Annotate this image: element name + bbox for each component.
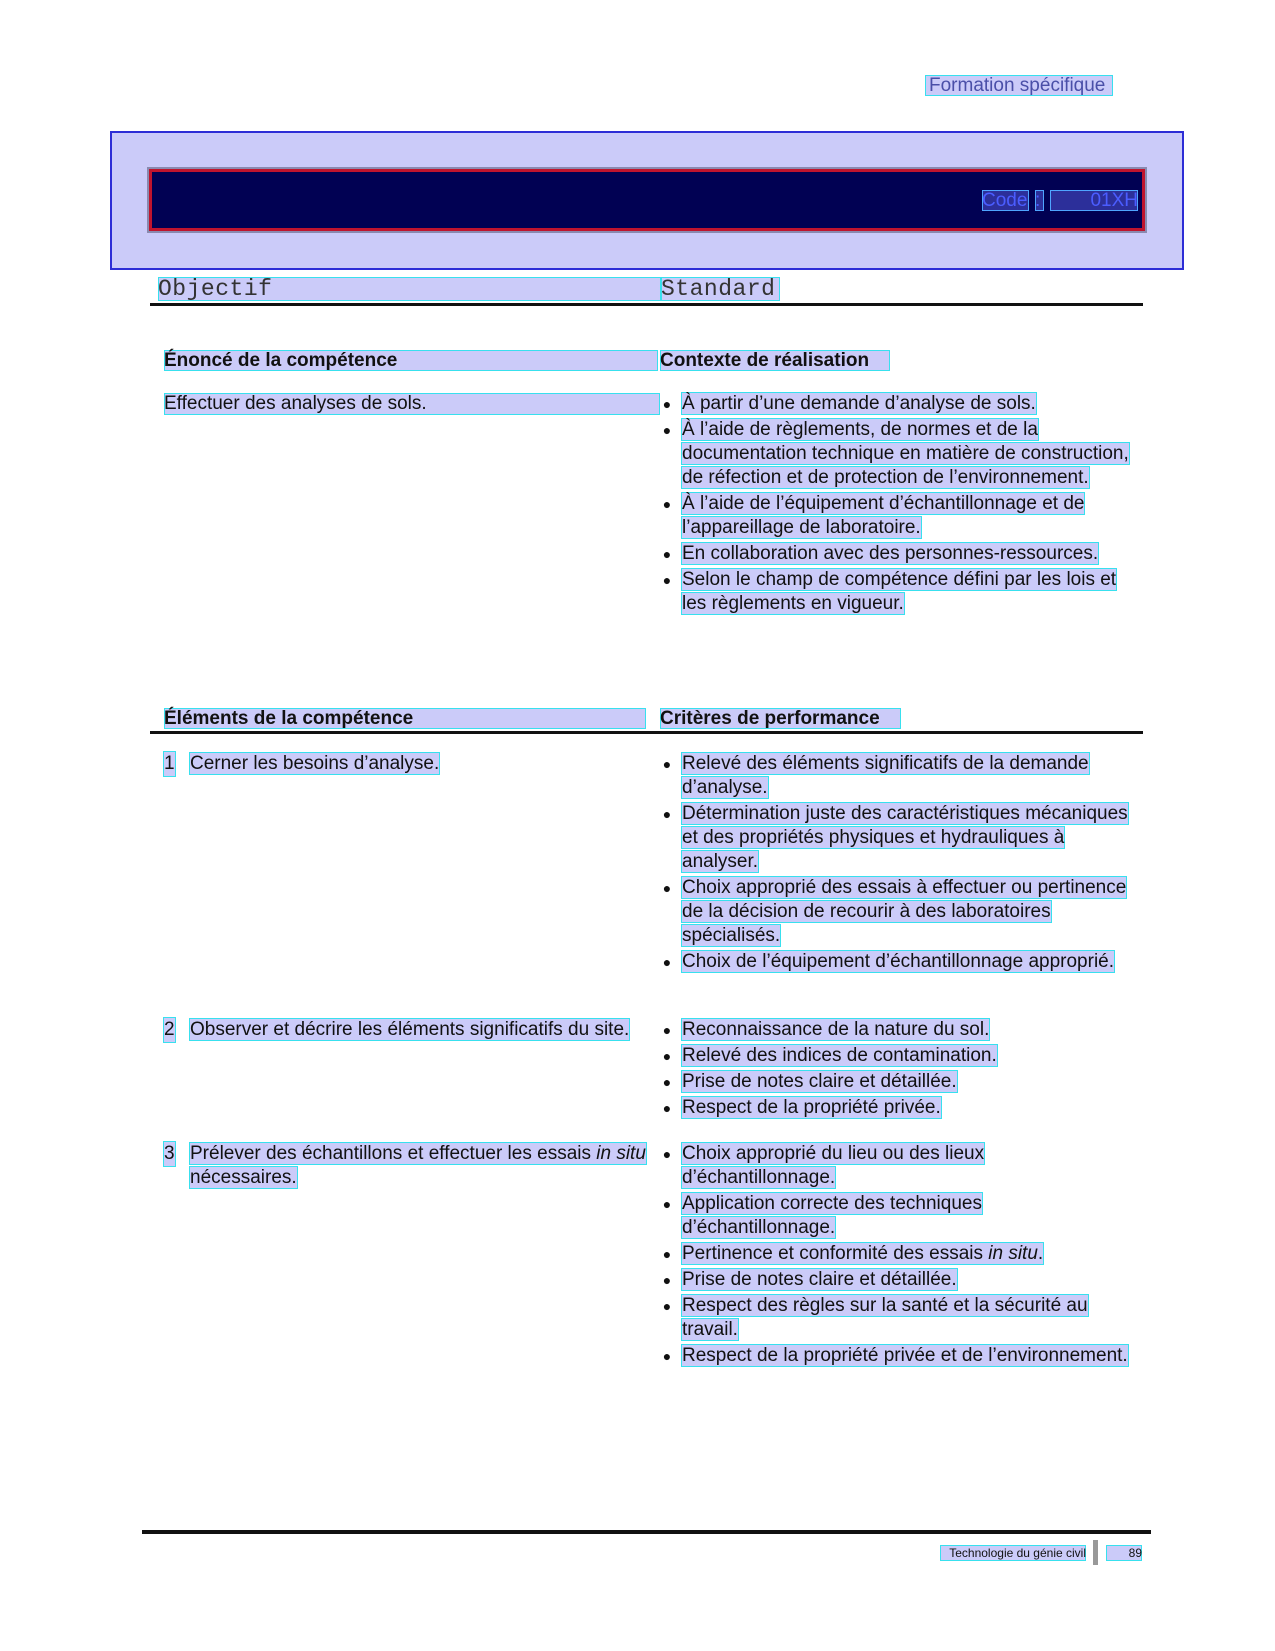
code-value: 01XH [1050, 190, 1138, 211]
list-item: ● À l’aide de l’équipement d’échantillonnage et de l’appareillage de laboratoire. [660, 492, 1140, 540]
bullet-icon: ● [662, 1298, 672, 1314]
list-item: ● Prise de notes claire et détaillée. [660, 1268, 1140, 1292]
list-item: ● Choix de l’équipement d’échantillonnage approprié. [660, 950, 1140, 974]
code-label: Code [982, 190, 1028, 211]
elements-title: Éléments de la compétence [164, 708, 646, 729]
enonce-title: Énoncé de la compétence [164, 350, 658, 371]
list-item: ● Relevé des indices de contamination. [660, 1044, 1140, 1068]
footer-rule [142, 1530, 1151, 1534]
list-item: ● Application correcte des techniques d’échantillonnage. [660, 1192, 1140, 1240]
divider [150, 303, 1143, 306]
objectif-heading: Objectif [158, 277, 661, 301]
bullet-icon: ● [662, 546, 672, 562]
section-label: Formation spécifique [925, 75, 1113, 96]
bullet-icon: ● [662, 1348, 672, 1364]
list-item: ● Relevé des éléments significatifs de la demande d’analyse. [660, 752, 1140, 800]
bullet-icon: ● [662, 1272, 672, 1288]
page-number: 89 [1106, 1545, 1142, 1561]
list-item: ● Reconnaissance de la nature du sol. [660, 1018, 1140, 1042]
list-item: ● À partir d’une demande d’analyse de sols. [660, 392, 1140, 416]
bullet-icon: ● [662, 1074, 672, 1090]
bullet-icon: ● [662, 806, 672, 822]
element-3: 3 Prélever des échantillons et effectuer les essais in situ nécessaires. [164, 1143, 646, 1188]
element-2: 2 Observer et décrire les éléments significatifs du site. [164, 1019, 630, 1040]
enonce-text: Effectuer des analyses de sols. [164, 393, 660, 415]
criteres-title: Critères de performance [660, 708, 901, 729]
bullet-icon: ● [662, 572, 672, 588]
list-item: ● Respect des règles sur la santé et la sécurité au travail. [660, 1294, 1140, 1342]
standard-heading: Standard [661, 277, 780, 301]
list-item: ● Choix approprié du lieu ou des lieux d’échantillonnage. [660, 1142, 1140, 1190]
bullet-icon: ● [662, 422, 672, 438]
bullet-icon: ● [662, 756, 672, 772]
contexte-title: Contexte de réalisation [660, 350, 890, 371]
footer-separator [1093, 1540, 1098, 1565]
list-item: ● Respect de la propriété privée. [660, 1096, 1140, 1120]
contexte-list [660, 392, 1140, 618]
bullet-icon: ● [662, 496, 672, 512]
footer-label: Technologie du génie civil [940, 1545, 1086, 1561]
bullet-icon: ● [662, 1100, 672, 1116]
code-separator: : [1035, 190, 1044, 211]
criteria-list-3 [660, 1142, 1140, 1370]
list-item: ● Pertinence et conformité des essais in situ. [660, 1242, 1140, 1266]
criteria-list-2 [660, 1018, 1140, 1122]
list-item: ● À l’aide de règlements, de normes et de la documentation technique en matière de construction, de réfection et de protection de l’environnement. [660, 418, 1140, 490]
list-item: ● Selon le champ de compétence défini par les lois et les règlements en vigueur. [660, 568, 1140, 616]
bullet-icon: ● [662, 1048, 672, 1064]
bullet-icon: ● [662, 396, 672, 412]
bullet-icon: ● [662, 1022, 672, 1038]
bullet-icon: ● [662, 1246, 672, 1262]
list-item: ● Choix approprié des essais à effectuer ou pertinence de la décision de recourir à des laboratoires spécialisés. [660, 876, 1140, 948]
list-item: ● Détermination juste des caractéristiques mécaniques et des propriétés physiques et hydrauliques à analyser. [660, 802, 1140, 874]
divider [150, 731, 1143, 734]
list-item: ● Prise de notes claire et détaillée. [660, 1070, 1140, 1094]
element-1: 1 Cerner les besoins d’analyse. [164, 753, 440, 774]
bullet-icon: ● [662, 880, 672, 896]
bullet-icon: ● [662, 1196, 672, 1212]
bullet-icon: ● [662, 1146, 672, 1162]
list-item: ● Respect de la propriété privée et de l’environnement. [660, 1344, 1140, 1368]
list-item: ● En collaboration avec des personnes-ressources. [660, 542, 1140, 566]
bullet-icon: ● [662, 954, 672, 970]
criteria-list-1 [660, 752, 1140, 976]
